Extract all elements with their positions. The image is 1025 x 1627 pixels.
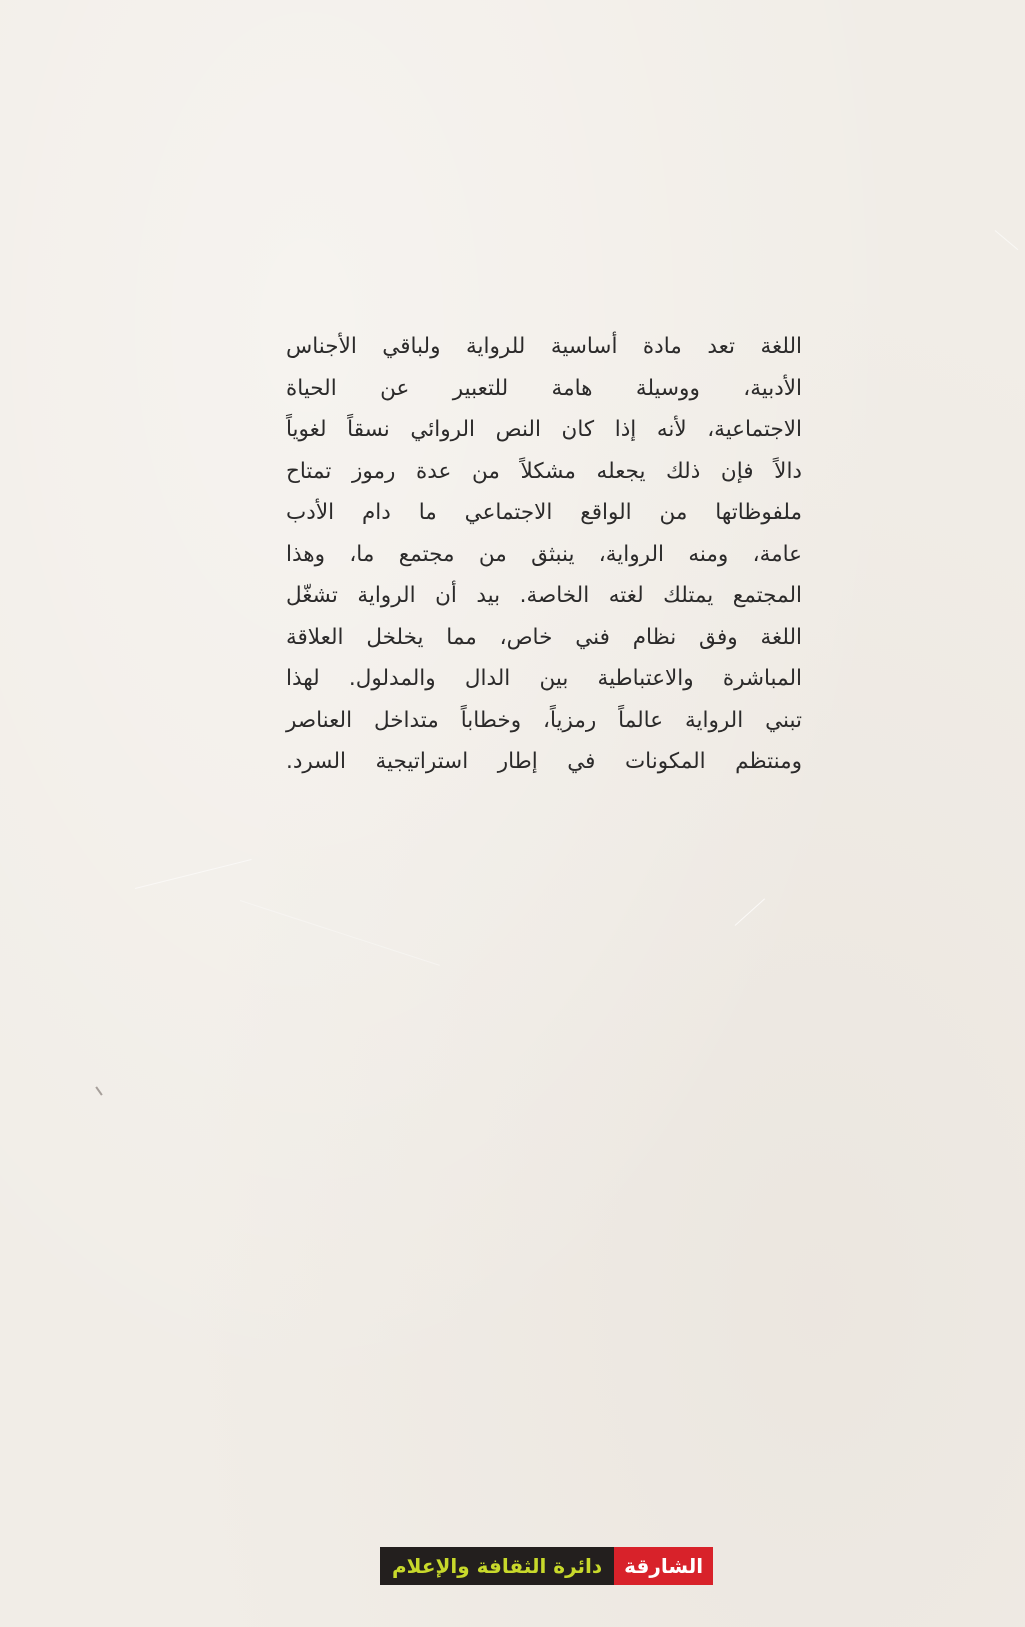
- back-cover-blurb: [286, 326, 802, 783]
- blurb-line: المباشرة والاعتباطية بين الدال والمدلول. لهذا: [286, 666, 802, 691]
- blurb-line: تبني الرواية عالماً رمزياً، وخطاباً متداخل العناصر: [286, 707, 802, 733]
- paper-scuff: [240, 900, 440, 966]
- blurb-line: ومنتظم المكونات في إطار استراتيجية السرد.: [286, 749, 802, 774]
- paper-scuff: [995, 230, 1019, 250]
- paper-speck: [95, 1086, 102, 1095]
- blurb-line: عامة، ومنه الرواية، ينبثق من مجتمع ما، وهذا: [286, 541, 802, 567]
- blurb-line: اللغة وفق نظام فني خاص، مما يخلخل العلاقة: [286, 624, 802, 650]
- blurb-line: ملفوظاتها من الواقع الاجتماعي ما دام الأدب: [286, 500, 802, 525]
- paper-scuff: [135, 859, 252, 889]
- blurb-line: اللغة تعد مادة أساسية للرواية ولباقي الأجناس: [286, 334, 802, 359]
- publisher-emirate: الشارقة: [614, 1547, 713, 1585]
- publisher-department: دائرة الثقافة والإعلام: [380, 1547, 614, 1585]
- blurb-line: الاجتماعية، لأنه إذا كان النص الروائي نسقاً لغوياً: [286, 417, 802, 442]
- blurb-line: دالاً فإن ذلك يجعله مشكلاً من عدة رموز تمتاح: [286, 458, 802, 484]
- blurb-line: الأدبية، ووسيلة هامة للتعبير عن الحياة: [286, 375, 802, 401]
- publisher-logo: [380, 1547, 713, 1585]
- paper-scuff: [735, 898, 765, 926]
- blurb-line: المجتمع يمتلك لغته الخاصة. بيد أن الرواية تشغّل: [286, 583, 802, 608]
